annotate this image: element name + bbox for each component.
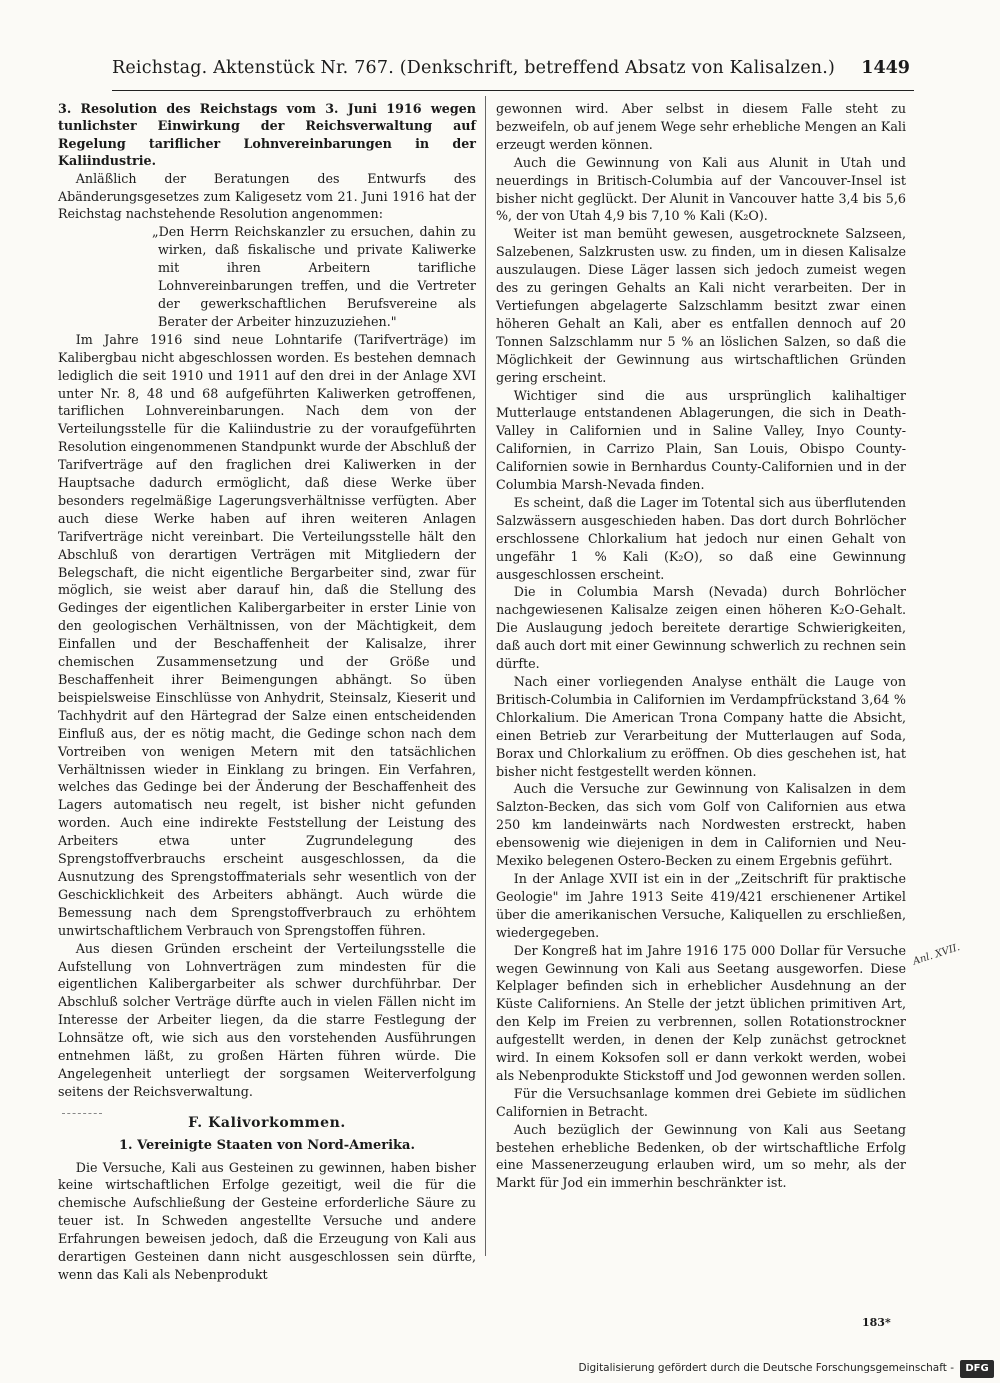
paragraph: Anläßlich der Beratungen des Entwurfs des Abänderungsgesetzes zum Kaligesetz vom 21. Juni 1916 hat der Reichstag nachstehende Resolution angenommen: — [58, 170, 476, 222]
paragraph: Auch die Versuche zur Gewinnung von Kalisalzen in dem Salzton-Becken, das sich vom Golf von Californien aus etwa 250 km landeinwärts nach Nordwesten erstreckt, haben ebensowenig wie diejenigen in dem in Californien und Neu-Mexiko belegenen Ostero-Becken zu einem Ergebnis geführt. — [496, 781, 906, 869]
funding-text: Digitalisierung gefördert durch die Deutsche Forschungsgemeinschaft - — [578, 1362, 954, 1374]
paragraph: In der Anlage XVII ist ein in der „Zeitschrift für praktische Geologie" im Jahre 1913 Seite 419/421 erschienener Artikel über die amerikanischen Versuche, Kaliquellen zu erschließen, wiedergegeben. — [496, 870, 906, 940]
margin-annotation: Anl. XVII. — [911, 942, 962, 968]
header-title: Reichstag. Aktenstück Nr. 767. (Denkschrift, betreffend Absatz von Kalisalzen.) — [112, 58, 836, 78]
resolution-quote: „Den Herrn Reichskanzler zu ersuchen, dahin zu wirken, daß fiskalische und private Kaliwerke mit ihren Arbeitern tarifliche Lohnvereinbarungen treffen, und die Vertreter der gewerkschaftlichen Berufsvereine als Berater der Arbeiter hinzuzuziehen." — [152, 224, 476, 329]
paragraph: Auch bezüglich der Gewinnung von Kali aus Seetang bestehen erhebliche Bedenken, ob der wirtschaftliche Erfolg eine Massenerzeugung erlauben wird, um so mehr, als der Markt für Jod ein immerhin beschränkter ist. — [496, 1121, 906, 1191]
sheet-number: 183* — [862, 1316, 891, 1329]
paragraph: Es scheint, daß die Lager im Totental sich aus überflutenden Salzwässern ausgeschieden haben. Das dort durch Bohrlöcher erschlossene Chlorkalium hat jedoch nur einen Gehalt von ungefähr 1 % Kali (K₂O), so daß eine Gewinnung ausgeschlossen erscheint. — [496, 494, 906, 582]
right-column — [496, 100, 906, 1192]
paragraph: Auch die Gewinnung von Kali aus Alunit in Utah und neuerdings in Britisch-Columbia auf der Vancouver-Insel ist bisher nicht geglückt. Der Alunit in Vancouver hatte 3,4 bis 5,6 %, der von Utah 4,9 bis 7,10 % Kali (K₂O). — [496, 154, 906, 224]
page-header — [112, 56, 914, 91]
column-divider — [485, 96, 486, 1256]
paragraph: Nach einer vorliegenden Analyse enthält die Lauge von Britisch-Columbia in Californien im Verdampfrückstand 3,64 % Chlorkalium. Die American Trona Company hatte die Absicht, einen Betrieb zur Verarbeitung der Mutterlaugen auf Soda, Borax und Chlorkalium zu eröffnen. Ob dies geschehen ist, hat bisher nicht festgestellt werden können. — [496, 674, 906, 779]
paragraph: Der Kongreß hat im Jahre 1916 175 000 Dollar für Versuche wegen Gewinnung von Kali aus Seetang ausgeworfen. Diese Kelplager befinden sich in erheblicher Ausdehnung an der Küste Californiens. An Stelle der jetzt üblichen primitiven Art, den Kelp im Freien zu verbrennen, sollen Rotationstrockner aufgestellt werden, in denen der Kelp zunächst getrocknet wird. In einem Koksofen soll er dann verkokt werden, wobei als Nebenprodukte Stickstoff und Jod gewonnen werden sollen. — [496, 942, 906, 1083]
paragraph: gewonnen wird. Aber selbst in diesem Falle steht zu bezweifeln, ob auf jenem Wege sehr erhebliche Mengen an Kali erzeugt werden können. — [496, 101, 906, 152]
divider-mark — [62, 1113, 102, 1115]
funding-footer — [0, 1357, 1000, 1383]
paragraph: Aus diesen Gründen erscheint der Verteilungsstelle die Aufstellung von Lohnverträgen zum mindesten für die eigentlichen Kalibergarbeiter als schwer durchführbar. Der Abschluß solcher Verträge dürfte auch in vielen Fällen nicht im Interesse der Arbeiter liegen, da die starre Festlegung der Lohnsätze oft, wie sich aus den vorstehenden Ausführungen entnehmen läßt, zu großen Härten führen würde. Die Angelegenheit unterliegt der sorgsamen Weiterverfolgung seitens der Reichsverwaltung. — [58, 940, 476, 1099]
paragraph: Wichtiger sind die aus ursprünglich kalihaltiger Mutterlauge entstandenen Ablagerungen, die sich in Death-Valley in Californien und in Saline Valley, Inyo County-Californien, in Carrizo Plain, San Louis, Obispo County-Californien sowie in Bernhardus County-Californien und in der Columbia Marsh-Nevada finden. — [496, 387, 906, 493]
paragraph: Weiter ist man bemüht gewesen, ausgetrocknete Salzseen, Salzebenen, Salzkrusten usw. zu finden, um in diesen Kalisalze auszulaugen. Diese Läger lassen sich jedoch zumeist wegen des zu geringen Gehalts an Kali nicht verarbeiten. Der in Vertiefungen abgelagerte Salzschlamm besitzt zwar einen höheren Gehalt an Kali, aber es entfallen dennoch auf 20 Tonnen Salzschlamm nur 5 % an löslichen Salzen, so daß die Möglichkeit der Gewinnung aus wirtschaftlichen Gründen gering erscheint. — [496, 226, 906, 385]
paragraph: Die Versuche, Kali aus Gesteinen zu gewinnen, haben bisher keine wirtschaftlichen Erfolge gezeitigt, weil die für die chemische Aufschließung der Gesteine erforderliche Säure zu teuer ist. In Schweden angestellte Versuche und andere Erfahrungen beweisen jedoch, daß die Erzeugung von Kali aus derartigen Gesteinen dann nicht ausgeschlossen sein dürfte, wenn das Kali als Nebenprodukt — [58, 1159, 476, 1282]
subsection-title: 1. Vereinigte Staaten von Nord-Amerika. — [118, 1137, 416, 1153]
paragraph: Für die Versuchsanlage kommen drei Gebiete im südlichen Californien in Betracht. — [496, 1085, 906, 1119]
left-column — [58, 100, 476, 1284]
resolution-heading: 3. Resolution des Reichstags vom 3. Juni 1916 wegen tunlichster Einwirkung der Reichsverwaltung auf Regelung tariflicher Lohnvereinbarungen in der Kaliindustrie. — [58, 101, 476, 169]
paragraph: Die in Columbia Marsh (Nevada) durch Bohrlöcher nachgewiesenen Kalisalze zeigen einen höheren K₂O-Gehalt. Die Auslaugung jedoch bereitete derartige Schwierigkeiten, daß auch dort mit einer Gewinnung schwerlich zu rechnen sein dürfte. — [496, 584, 906, 672]
page-number: 1449 — [861, 58, 910, 78]
dfg-logo-icon: DFG — [960, 1360, 994, 1378]
paragraph: Im Jahre 1916 sind neue Lohntarife (Tarifverträge) im Kalibergbau nicht abgeschlossen worden. Es bestehen demnach lediglich die seit 1910 und 1911 auf den drei in der Anlage XVI unter Nr. 8, 48 und 68 aufgeführten Kaliwerken getroffenen, tariflichen Lohnvereinbarungen. Nach dem von der Verteilungsstelle für die Kaliindustrie zu der voraufgeführten Resolution eingenommenen Standpunkt wurde der Abschluß der Tarifverträge auf den fraglichen drei Kaliwerken in der Hauptsache dadurch ermöglicht, daß diese Werke über besonders regelmäßige Lagerungsverhältnisse verfügten. Aber auch diese Werke haben auf ihren weiteren Anlagen Tarifverträge nicht vereinbart. Die Verteilungsstelle hält den Abschluß von derartigen Verträgen mit Mitgliedern der Belegschaft, die nicht eigentliche Bergarbeiter sind, zwar für möglich, sie weist aber darauf hin, daß die Stellung des Gedinges der eigentlichen Kalibergarbeiter in erster Linie von den geologischen Verhältnissen, von der Mächtigkeit, dem Einfallen und der Beschaffenheit der Kalisalze, ihrer chemischen Zusammensetzung und der Größe und Beschaffenheit ihrer Beimengungen abhängt. So üben beispielsweise Einschlüsse von Anhydrit, Steinsalz, Kieserit und Tachhydrit auf den Härtegrad der Salze einen entscheidenden Einfluß aus, der es nötig macht, die Gedinge schon nach dem Vortreiben von wenigen Metern mit den tatsächlichen Verhältnissen wieder in Einklang zu bringen. Ein Verfahren, welches das Gedinge bei der Änderung der Beschaffenheit des Lagers automatisch neu regelt, ist bisher nicht gefunden worden. Auch eine indirekte Feststellung der Leistung des Arbeiters etwa unter Zugrundelegung des Sprengstoffverbrauchs erscheint ausgeschlossen, da die Ausnutzung des Sprengstoffmaterials sehr wesentlich von der Geschicklichkeit des Arbeiters abhängt. Auch würde die Bemessung nach dem Sprengstoffverbrauch zu erhöhtem unwirtschaftlichem Verbrauch von Sprengstoffen führen. — [58, 331, 476, 938]
section-title: F. Kalivorkommen. — [188, 1114, 346, 1131]
